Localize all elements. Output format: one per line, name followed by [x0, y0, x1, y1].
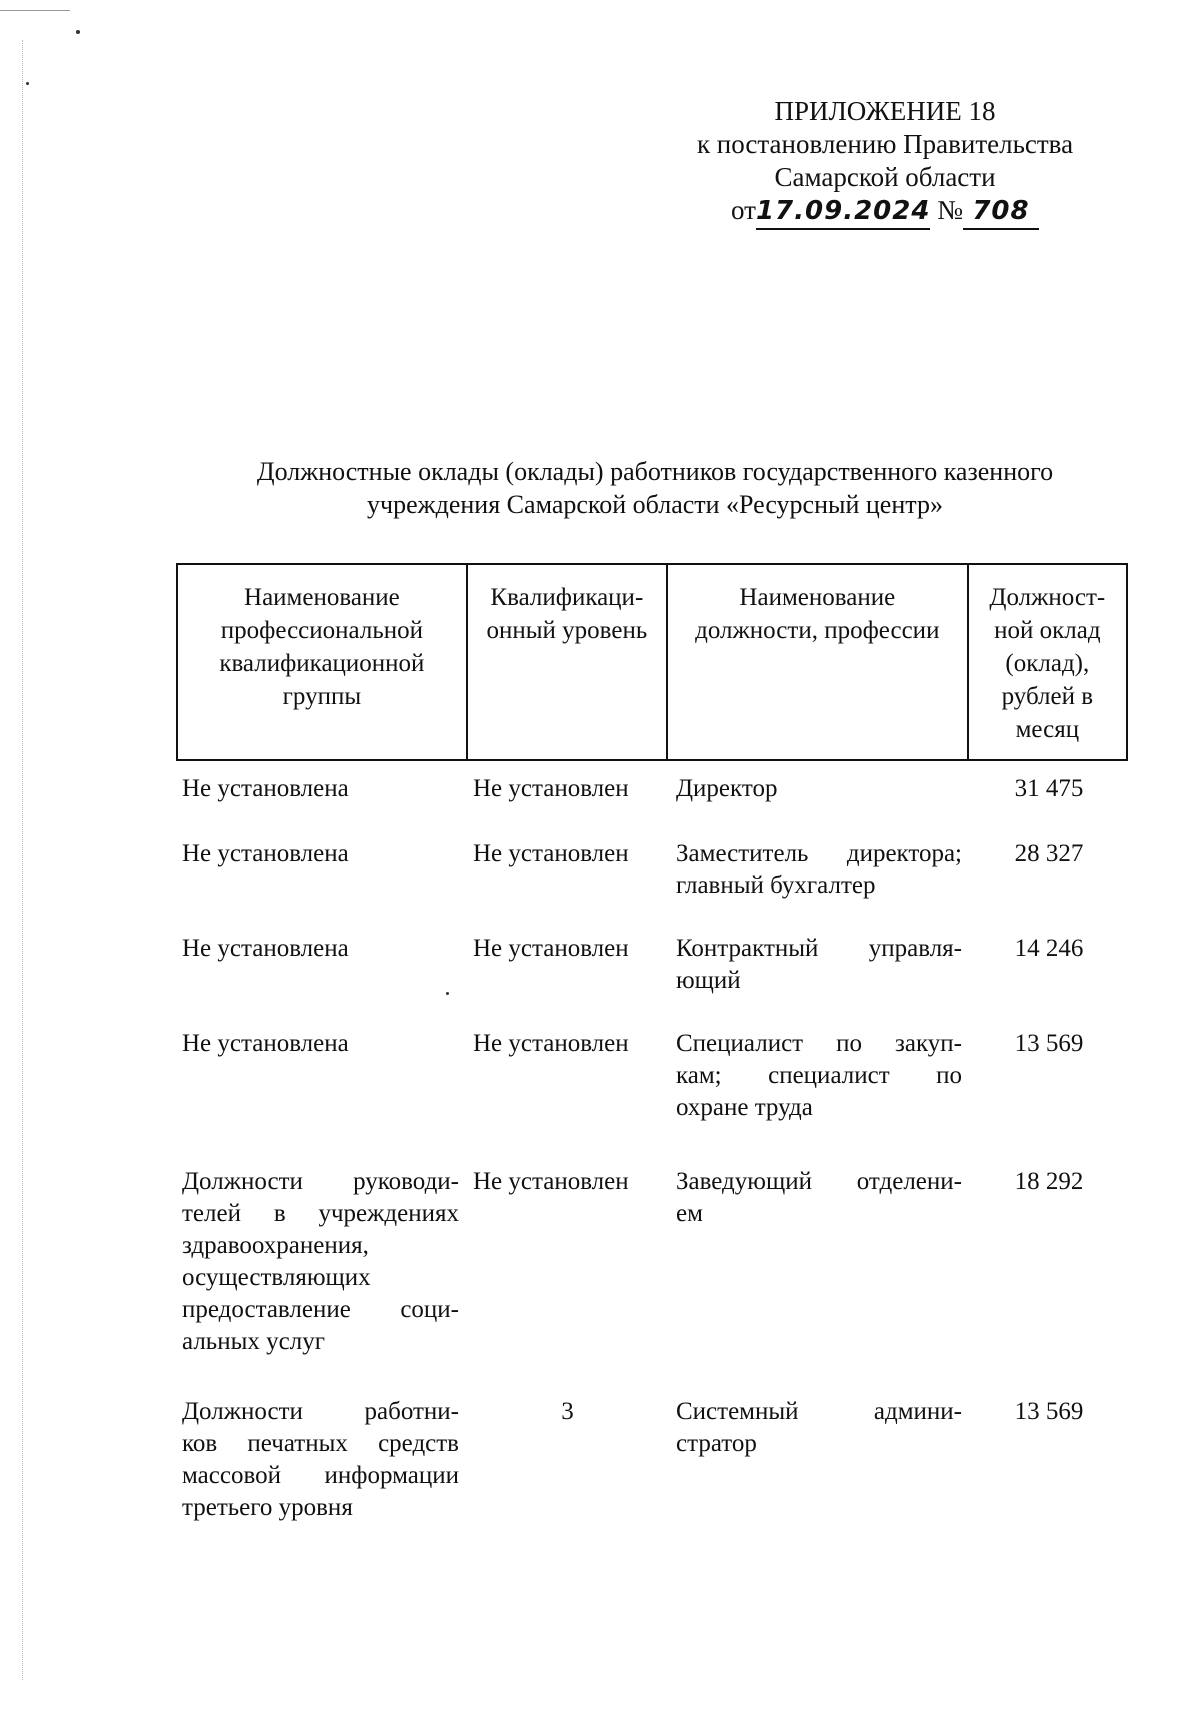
header-text-line: Наименование: [739, 584, 896, 611]
cell-text-line: стратор: [676, 1430, 757, 1457]
cell-text-line: Контрактный управля-: [676, 935, 962, 962]
cell-text-line: ем: [676, 1200, 703, 1227]
header-text-line: квалификационной: [219, 650, 425, 677]
scan-margin-dots: [22, 40, 23, 1680]
cell-qualification-level: Не установлен: [473, 1030, 629, 1057]
cell-professional-group: [176, 838, 467, 902]
header-salary: [969, 565, 1126, 759]
cell-salary: 28 327: [1014, 840, 1084, 867]
table-row: [176, 1028, 1128, 1124]
table-row: [176, 1396, 1128, 1524]
header-professional-group: [178, 565, 468, 759]
table-row: [176, 933, 1128, 997]
cell-professional-group: [176, 773, 467, 805]
cell-position-name: [668, 1028, 970, 1124]
cell-text-line: третьего уровня: [182, 1494, 353, 1521]
cell-qualification-level: Не установлен: [473, 1168, 629, 1195]
title-line-2: учреждения Самарской области «Ресурсный центр»: [367, 490, 943, 519]
header-text-line: ной оклад: [994, 617, 1101, 644]
scan-speck: [26, 82, 29, 85]
cell-position-name: [668, 1166, 970, 1358]
cell-professional-group: [176, 1396, 467, 1524]
header-text-line: месяц: [1015, 716, 1080, 743]
cell-text-line: Не установлена: [182, 840, 349, 867]
cell-professional-group: [176, 1166, 467, 1358]
cell-text-line: Специалист по закуп-: [676, 1030, 962, 1057]
document-title: [160, 455, 1150, 521]
cell-qualification-level: Не установлен: [473, 840, 629, 867]
appendix-header: [650, 95, 1120, 230]
cell-salary: 31 475: [1014, 775, 1084, 802]
cell-qualification-level: 3: [561, 1398, 574, 1425]
cell-text-line: ющий: [676, 967, 741, 994]
salary-table: [176, 563, 1128, 1524]
cell-qualification-level: Не установлен: [473, 775, 629, 802]
cell-position-name: [668, 1396, 970, 1524]
header-text-line: группы: [282, 683, 362, 710]
cell-text-line: Директор: [676, 775, 778, 802]
decree-date-number: [650, 194, 1120, 230]
header-text-line: рублей в: [1001, 683, 1094, 710]
cell-text-line: главный бухгалтер: [676, 872, 876, 899]
cell-professional-group: [176, 933, 467, 997]
cell-salary: 13 569: [1014, 1030, 1084, 1057]
header-text-line: должности, профессии: [695, 617, 940, 644]
cell-text-line: ков печатных средств: [182, 1430, 459, 1457]
cell-text-line: Системный админи-: [676, 1398, 962, 1425]
cell-text-line: Не установлена: [182, 775, 349, 802]
header-text-line: онный уровень: [486, 617, 648, 644]
cell-salary: 13 569: [1014, 1398, 1084, 1425]
header-position-name: [668, 565, 969, 759]
cell-position-name: [668, 773, 970, 805]
cell-professional-group: [176, 1028, 467, 1124]
header-qualification-level: [468, 565, 668, 759]
cell-text-line: Заведующий отделени-: [676, 1168, 962, 1195]
cell-salary: 14 246: [1014, 935, 1084, 962]
cell-text-line: альных услуг: [182, 1328, 325, 1355]
appendix-decree-ref: к постановлению Правительства: [696, 129, 1074, 159]
cell-qualification-level: Не установлен: [473, 935, 629, 962]
cell-text-line: Не установлена: [182, 1030, 349, 1057]
scan-speck: [76, 30, 80, 34]
cell-text-line: кам; специалист по: [676, 1062, 962, 1089]
cell-text-line: массовой информации: [182, 1462, 459, 1489]
date-prefix: от: [731, 195, 756, 225]
appendix-region: Самарской области: [774, 162, 996, 192]
cell-text-line: Не установлена: [182, 935, 349, 962]
title-line-1: Должностные оклады (оклады) работников государственного казенного: [256, 457, 1054, 486]
header-text-line: Наименование: [244, 584, 400, 611]
cell-text-line: здравоохранения,: [182, 1232, 369, 1259]
cell-text-line: Должности работни-: [182, 1398, 459, 1425]
cell-text-line: телей в учреждениях: [182, 1200, 459, 1227]
header-text-line: профессиональной: [220, 617, 423, 644]
cell-text-line: охране труда: [676, 1094, 813, 1121]
cell-text-line: предоставление соци-: [182, 1296, 459, 1323]
header-text-line: Квалификаци-: [490, 584, 644, 611]
cell-position-name: [668, 933, 970, 997]
scan-edge-line: [0, 10, 70, 11]
cell-text-line: Заместитель директора;: [676, 840, 962, 867]
decree-date: 17.09.2024: [755, 196, 931, 226]
table-row: [176, 838, 1128, 902]
number-prefix: №: [937, 195, 963, 225]
cell-text-line: осуществляющих: [182, 1264, 371, 1291]
table-body: [176, 773, 1128, 1524]
appendix-title: ПРИЛОЖЕНИЕ 18: [774, 96, 996, 126]
table-row: [176, 773, 1128, 805]
table-row: [176, 1166, 1128, 1358]
header-text-line: Должност-: [989, 584, 1106, 611]
table-header: [176, 563, 1128, 761]
cell-salary: 18 292: [1014, 1168, 1084, 1195]
cell-text-line: Должности руководи-: [182, 1168, 459, 1195]
cell-position-name: [668, 838, 970, 902]
header-text-line: (оклад),: [1005, 650, 1090, 677]
decree-number: 708: [972, 196, 1030, 226]
